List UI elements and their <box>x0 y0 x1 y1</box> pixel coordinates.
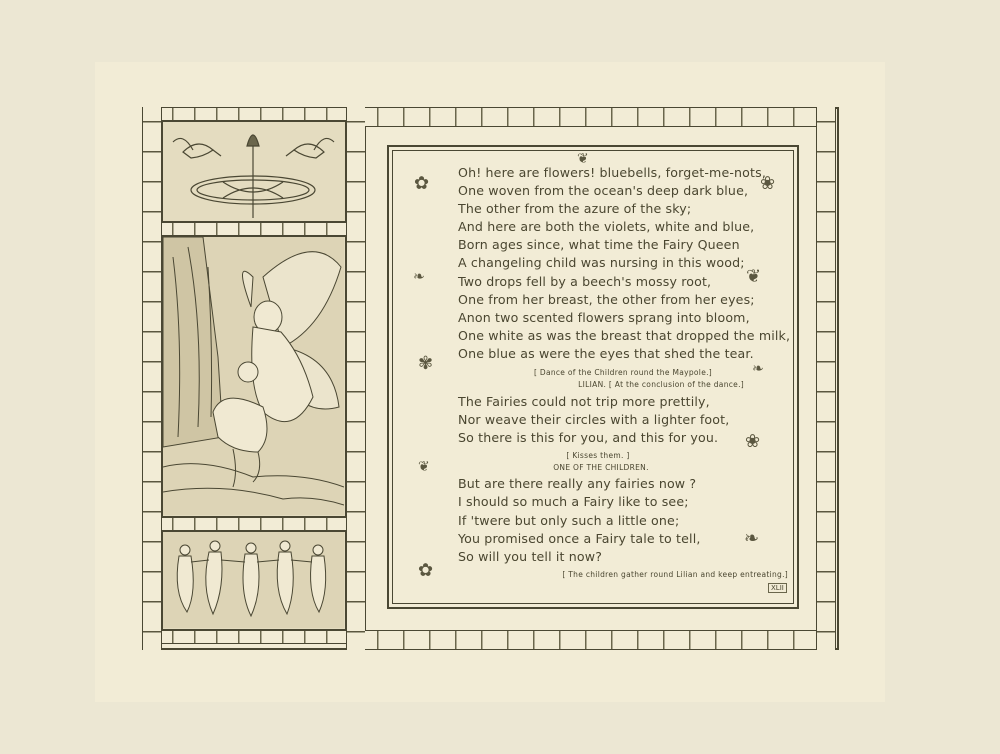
left-band-3 <box>162 517 346 531</box>
verse-line: If 'twere but only such a little one; <box>458 512 680 528</box>
flower-sprig-icon: ❀ <box>760 173 776 194</box>
stanza-3 <box>458 475 788 565</box>
right-border <box>816 107 836 650</box>
tendril-icon: ❦ <box>746 266 762 287</box>
tendril-icon: ❧ <box>752 361 764 377</box>
verse-line: One white as was the breast that dropped the milk, <box>458 327 791 343</box>
verse-line: Nor weave their circles with a lighter foot, <box>458 412 730 428</box>
flower-sprig-icon: ✿ <box>414 173 430 194</box>
verse-line: One woven from the ocean's deep dark blue, <box>458 183 749 199</box>
left-top-band <box>162 107 346 121</box>
verse-line: The Fairies could not trip more prettily, <box>458 394 710 410</box>
verse-line: A changeling child was nursing in this wood; <box>458 255 745 271</box>
verse-line: So will you tell it now? <box>458 548 603 564</box>
bottom-band <box>365 630 816 650</box>
left-bottom-band <box>162 630 346 644</box>
stage-direction: [ Dance of the Children round the Maypole.] <box>533 368 713 378</box>
bird-icon <box>173 138 221 158</box>
tendril-icon: ❧ <box>413 269 425 285</box>
verse-line: I should so much a Fairy like to see; <box>458 494 689 510</box>
flower-sprig-icon: ❀ <box>745 431 761 452</box>
verse-line: And here are both the violets, white and blue, <box>458 219 755 235</box>
bird-icon <box>286 138 334 158</box>
flower-sprig-icon: ✾ <box>418 353 434 374</box>
tendril-icon: ❧ <box>744 528 760 549</box>
verse-line: But are there really any fairies now ? <box>458 476 697 492</box>
verse-line: Two drops fell by a beech's mossy root, <box>458 273 712 289</box>
fairy-mother-illustration <box>162 236 346 517</box>
verse-line: You promised once a Fairy tale to tell, <box>458 530 701 546</box>
plate-number: XLII <box>768 583 787 593</box>
top-band <box>365 107 816 127</box>
stanza-1 <box>458 164 791 363</box>
dancing-children-illustration <box>162 531 346 630</box>
speaker-label: ONE OF THE CHILDREN. <box>553 463 649 473</box>
poem-text <box>458 164 791 581</box>
stanza-2 <box>458 393 788 447</box>
verse-line: One blue as were the eyes that shed the tear. <box>458 345 754 361</box>
left-border <box>142 107 162 650</box>
tendril-icon: ❦ <box>418 459 430 475</box>
verse-line: Born ages since, what time the Fairy Queen <box>458 237 740 253</box>
wreath-illustration <box>162 121 346 222</box>
verse-line: One from her breast, the other from her eyes; <box>458 291 755 307</box>
left-band-2 <box>162 222 346 236</box>
tendril-icon: ❦ <box>577 151 589 167</box>
flower-sprig-icon: ✿ <box>418 560 434 581</box>
verse-line: Anon two scented flowers sprang into bloom, <box>458 309 750 325</box>
verse-line: Oh! here are flowers! bluebells, forget-me-nots, <box>458 165 766 180</box>
stage-direction: [ Kisses them. ] <box>566 451 630 461</box>
speaker-label: LILIAN. [ At the conclusion of the dance.] <box>578 380 744 390</box>
verse-line: The other from the azure of the sky; <box>458 201 692 217</box>
middle-border <box>346 107 366 650</box>
verse-line: So there is this for you, and this for you. <box>458 430 719 446</box>
stage-direction: [ The children gather round Lilian and keep entreating.] <box>562 569 788 579</box>
